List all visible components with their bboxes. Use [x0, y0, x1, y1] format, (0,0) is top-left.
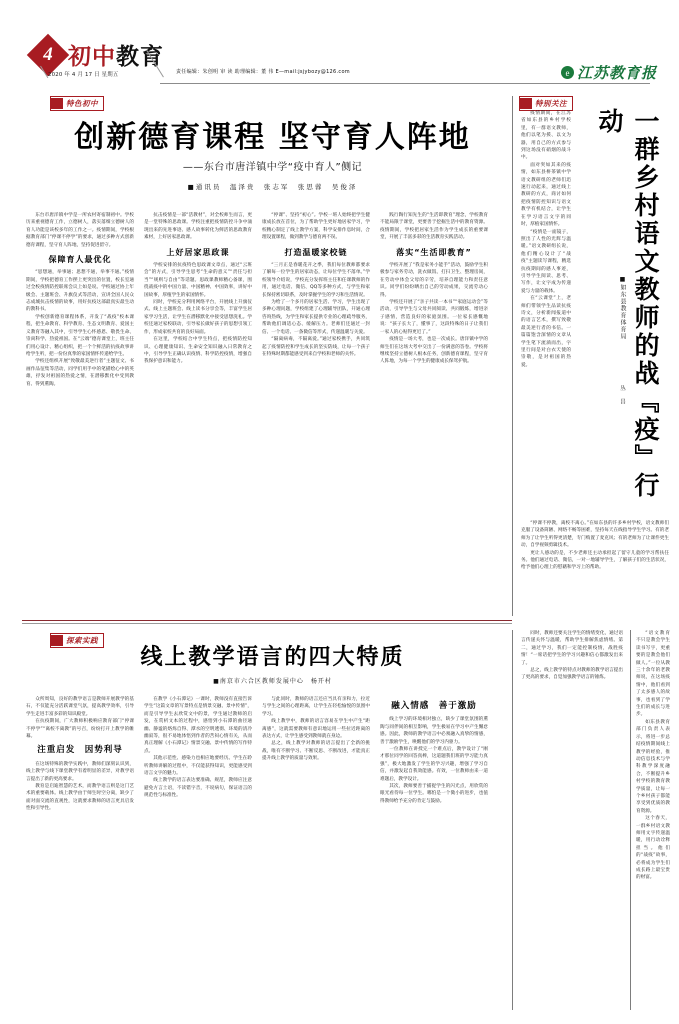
right-article-byline: ■如东县教育体育局 — [619, 276, 626, 340]
tag-label: 探索实践 — [66, 636, 98, 645]
horizontal-divider-mid — [22, 620, 512, 621]
tag-featured-middle-school — [50, 96, 104, 111]
main-subheadline: ——东台市唐洋镇中学“疫中育人”侧记 — [182, 162, 363, 173]
paragraph: 在教学《小石潭记》一课时，教师没有直接告诉学生“这篇文章的写景特点是情景交融、景中传情”，而是引导学生去欣赏文中的景，学生通过教师的启发，在赏析文本的过程中，感悟到小石潭的曲径通幽、静谧的烙烁自得、潭水的空明透彻、环境的清冷幽寂等，很不易地体悟到作者的苦闷心情有关，从而真正理解《小石潭记》情景交融、景中传情的写作特点。 — [144, 697, 252, 754]
paragraph: 学校创新德育课程体系，开发了“战疫”校本课程，把生命教育、科学教育、生态文明教育、爱国主义教育等融入其中，引导学生心怀感恩、敬畏生命、崇尚科学、热爱祖国。在“云端”德育课堂上，班主任们用心设计、精心组织，把一个个鲜活的抗疫故事讲给学生听，把一份份真挚的家国情怀传递给学生。 — [26, 314, 134, 357]
bottom-headline: 线上教学语言的四大特质 — [140, 644, 405, 670]
paragraph: 在这里，学校结合中学生特点，把疫情防控知识、心理健康知识、生命安全知识融入日常教育之中，引导学生正确认识疫情、科学防控疫情，增强自我保护意识和能力。 — [144, 337, 252, 365]
brand-logo-icon: e — [561, 66, 574, 79]
right-article-vertical-headline: 一群乡村语文教师的战『疫』行动 — [595, 108, 660, 500]
paragraph: 学校安排的抗疫特色思政课文章点，通过“云班会”的方式，引导学生思考“生命的意义”“责任与担当”“规则与自由”等话题。思政课教师精心备课，围绕战疫中的中国力量、中国精神、中国效率，讲好中国故事，厚植学生的家国情怀。 — [144, 263, 252, 298]
tag-square-icon — [51, 98, 63, 109]
paragraph: 同时，教师还要关注学生的情绪变化，通过语言传递关怀与温暖，帮助学生排解焦虑情绪。第二，通过学习，我们一定能控制疫情，战胜疫情！“一席话把学生的学习兴趣和信心都激发出来了。 — [521, 631, 623, 666]
horizontal-divider-mid-2 — [22, 623, 512, 624]
section-heading: 保障育人最优化 — [48, 255, 112, 265]
paragraph: 学校开展了“我是家务小能手”活动，鼓励学生积极参与家务劳动，洗衣做饭、打扫卫生、整理房间，在劳动中体会父母的辛劳，培养自理能力和责任意识。同学们纷纷晒出自己的劳动成果，交流劳动心得。 — [380, 263, 488, 298]
paragraph: 线上教学的语言表达要准确、规范，教师应注意避免方言土语，不读错字音，不说病句，保证语言的规范性与标准性。 — [144, 778, 252, 799]
paragraph: 与此同时，教师的语言还应当具有亲和力，拉近与学生之间的心理距离，让学生在轻松愉悦的氛围中学习。 — [262, 697, 370, 717]
paragraph: “思想通，举事通；思想不通，举事不通。”疫情期间，学校把德育工作摆上更突出的位置，校长室通过全校疫情防控联席会议上如是说。学校通过协上年级会、主题班会、升旗仪式等活动，宣讲全国人民众志成城抗击疫情的故事，用好抗疫这部最真实最生动的教科书。 — [26, 270, 134, 313]
paragraph: 疫情是一场大考，也是一次成长。唐洋镇中学的师生们在这场大考中交出了一份满意的答卷。学校将继续坚持立德树人根本任务，创新德育课程，坚守育人阵地，为每一个学生的健康成长保驾护航。 — [380, 337, 488, 365]
paragraph: 疫情期间，在江苏省如东县的乡村学校里，有一群语文教师，他们以笔为援、以文为器，用自己的方式参与到这场没有硝烟的战斗中。 — [521, 111, 571, 161]
paragraph: 教育是启迪智慧的艺术，而教学语言则是这门艺术的重要载体。线上教学由于师生时空分离，缺少了面对面交流的直观性，这就要求教师的语言更具启发性和引导性。 — [26, 784, 134, 812]
bottom-byline: ■南京市六合区教师发展中心 杨开村 — [213, 678, 332, 685]
paragraph: 其他示范性、感染力也相应地要经历。学生在聆听教师讲解的过程中，不仅能获得知识，更能感受到语言文字的魅力。 — [144, 756, 252, 777]
paragraph: “停课”、坚持“初心”。学校一班人始终把学生健康成长放在首位，为了帮助学生更好地居家学习，学校精心制定了线上教学方案，科学安排作息时间，合理设置课程，做到教学与德育两不误。 — [262, 213, 370, 241]
paragraph: “停课不停教，离校不离心。”在如东县的许多乡村学校，语文教师们克服了设备简陋、网络不畅等困难，坚持每天在线指导学生学习。有的老师为了让学生听得更清楚，专门购置了麦克风；有的老师为了让课件更生动，自学视频剪辑技术。 — [521, 521, 669, 549]
main-headline: 创新德育课程 坚守育人阵地 — [74, 120, 471, 155]
paragraph: 其次，教师要善于捕捉学生的闪光点，用欣赏的眼光看待每一位学生。哪怕是一个微小的进步，也值得教师给予充分的肯定与鼓励。 — [380, 784, 488, 804]
masthead-rule — [160, 83, 650, 84]
vertical-divider-right — [512, 96, 513, 616]
brand-name: 江苏教育报 — [576, 64, 657, 82]
section-heading: 融入情感 善于激励 — [391, 701, 477, 711]
paragraph: “语文教育不只是教会学生读书写字，更重要的是教会他们做人。”一位从教三十余年的老教师说，在这场疫情中，他们看到了太多感人的故事，也看到了学生们的成长与进步。 — [636, 631, 670, 718]
bottom-column-5 — [521, 630, 623, 1010]
paragraph: 这个春天，一群乡村语文教师用文字传递温暖，用行动诠释担当。他们的“战疫”故事，必将成为学生们成长路上最宝贵的财富。 — [636, 816, 670, 881]
masthead — [0, 36, 679, 92]
paragraph: “三月正是春暖花开之季，我们每位教师都要求了解每一位学生的居家动态，让每位学生不落单。”学校领导介绍说，学校充分发挥班主任和任课教师的作用，通过电话、微信、QQ等多种方式，与学生和家长保持密切联系，及时掌握学生的学习和生活情况。 — [262, 263, 370, 298]
right-article-author: 丛 昌 — [619, 385, 625, 405]
section-heading: 上好居家思政课 — [166, 247, 230, 257]
paragraph: 面对突如其来的疫情，如东县栟茶镇中学语文教研组的老师们迅速行动起来，通过线上教研的方式，商讨如何把疫情防控知识与语文教学有机结合，让学生在学习语言文字的同时，厚植家国情怀。 — [521, 162, 571, 228]
main-column-1 — [26, 212, 134, 612]
vertical-divider-right-lower — [512, 630, 513, 1010]
paragraph: 总之，线上教学对教师的语言提出了全新的挑战，唯有不断学习、不断反思、不断改进，才能真正提升线上教学的质量与效果。 — [262, 741, 370, 762]
paragraph: 在抗疫期间，广大教师积极响应教育部门“停课不停学”“离校不离教”的号召，纷纷打开上教学的帷幕。 — [26, 719, 134, 740]
right-column-2 — [521, 520, 669, 616]
main-column-3 — [262, 212, 370, 612]
paragraph: 线上教学中，教师的语言容易在学生中产生“距离感”，这就需要教师有意识地运用一些拉近距离的表达方式，让学生感受到教师就在身边。 — [262, 719, 370, 740]
section-heading: 落实“生活即教育” — [396, 247, 472, 257]
paragraph: 在“云课堂”上，老师们带领学生品读抗疫诗文，分析新闻报道中的语言艺术，撰写致敬最美逆行者的书信。一篇篇饱含深情的文章从学生笔下流淌而出，字里行间是对白衣天使的崇敬，是对祖国的热爱。 — [521, 296, 571, 368]
paragraph: 为给了一个多月的居家生活、学习，学生出现了多种心理问题，学校组建了心理辅导团队，开通心理咨询热线，为学生和家长提供专业的心理疏导服务，帮助他们调适心态、缓解压力。老师们还通过一封信、一个电话、一条微信等形式，传递温暖与关爱。 — [262, 300, 370, 335]
main-byline: ■通讯员 温泽贵 张志军 张思蓉 吴俊泽 — [187, 183, 358, 191]
page-number: 4 — [43, 44, 53, 65]
section-heading: 注重启发 因势利导 — [37, 745, 123, 756]
main-column-2 — [144, 212, 252, 612]
paragraph: 学校还组织开展“致敬最美逆行者”主题征文、书画作品征集等活动，同学们用手中的笔描绘心中的英雄，抒发对祖国的热爱之情，在潜移默化中受到教育、得到熏陶。 — [26, 359, 134, 387]
section-title-part1: 初中 — [68, 44, 116, 70]
bottom-column-4 — [380, 696, 488, 1014]
tag-label: 特色初中 — [66, 99, 98, 108]
bottom-column-3 — [262, 696, 370, 1014]
paragraph: 一位教师在讲授完一个难点后，教学设计了“刚才那位同学的回答真棒，这道题我们班的学习能力真强”，极大地激发了学生的学习兴趣，增强了学习自信，并激发起自我效能感。有效，一位教师由来一道难题后，教学设计。 — [380, 747, 488, 782]
paragraph: 众所周知，良好的教学语言是教师开展教学的基石，不仅能充分活跃课堂气氛，提高教学效率，引导学生走进丰富多彩的知识殿堂。 — [26, 697, 134, 717]
right-column-3 — [636, 630, 670, 1010]
tag-special-focus — [519, 96, 573, 111]
publication-date: 2020 年 4 月 17 日 星期五 — [48, 72, 119, 78]
bottom-column-1 — [26, 696, 134, 1014]
paragraph: 抗击疫情是一部“活教材”，对全校师生而言，更是一堂特殊的思政课。学校注重把疫情防控斗争中涌现出来的先进事迹、感人故事转化为鲜活的思政教育素材，上好居家思政课。 — [144, 213, 252, 241]
paragraph: 学校还开展了“亲子共读一本书”“家庭运动会”等活动，引导学生与父母共同阅读、共同锻炼，增进亲子感情，营造良好的家庭氛围。一位家长感慨地说：“孩子长大了，懂事了，这段特殊的日子让我们一家人的心贴得更近了。” — [380, 300, 488, 335]
paragraph: 东台市唐洋镇中学是一所农村寄宿制初中。学校历来重视德育工作，立德树人，落实落细立德树人的育人功能是该校多年的工作之一。疫情期间，学校根据教育部门“停课不停学”的要求，通过多种方式创新德育课程，坚守育人阵地，坚持促进留守。 — [26, 213, 134, 248]
paragraph: “疫情是一面镜子，照出了人性的光辉与温暖。”语文教研组长说，他们精心设计了“战疫”主题读写课程，精选抗疫期间的感人事迹，引导学生阅读、思考、写作，让文字成为传递爱与力量的载体。 — [521, 229, 571, 294]
section-heading: 打造温暖家校链 — [284, 247, 348, 257]
tag-square-icon — [520, 98, 532, 109]
paragraph: 线上学习的环境相对独立，缺少了课堂氛围的熏陶与同伴间的相互影响，学生极易在学习中产生懈怠感。因此，教师的教学语言中必须融入真挚的情感，善于激励学生，唤醒他们的学习内驱力。 — [380, 717, 488, 745]
paragraph: 如东县教育部门负责人表示，将进一步总结疫情期间线上教学的经验，推动信息技术与学科教学深度融合，不断提升乡村学校的教育教学质量，让每一个乡村孩子都能享受到优质的教育资源。 — [636, 719, 670, 814]
bottom-column-2 — [144, 696, 252, 1014]
main-column-4 — [380, 212, 488, 612]
tag-label: 特别关注 — [535, 99, 567, 108]
paragraph: 更让人感动的是，不少老师还主动承担起了留守儿童的学习帮扶任务。他们通过电话、微信，一对一地辅导学生，了解孩子们的生活状况，给予他们心理上的慰藉和学习上的帮助。 — [521, 550, 669, 571]
section-title-part2: 教育 — [116, 44, 164, 70]
paragraph: 践行陶行知先生的“生活即教育”理念，学校教育不能局限于课堂，更要善于挖掘生活中的教育资源。疫情期间，学校把居家生活作为学生成长的重要课堂，开展了丰富多彩的生活教育实践活动。 — [380, 213, 488, 241]
paragraph: 同时，学校充分利用网络平台，开展线上升旗仪式、线上主题班会、线上读书分享会等，丰富学生居家学习生活，让学生在潜移默化中接受思想洗礼。学校还通过家校联动，引导家长做好孩子的思想引领工作，形成家校共育的良好局面。 — [144, 300, 252, 335]
paragraph: 总之，线上教学的特点对教师的教学语言提出了更高的要求，自觉加强教学语言的锤炼。 — [521, 668, 623, 681]
editorial-staff-line: 责任编辑：朱创明 审 读 助理编辑：董 伟 E—mail:jsjybozy@126.com — [176, 69, 350, 75]
vertical-divider-far-right-lower — [630, 630, 631, 1010]
brand-block — [561, 62, 657, 83]
paragraph: 在这场特殊的教学实践中，教师们深刻认识到，线上教学与线下课堂教学有着明显的差异，对教学语言提出了新的更高要求。 — [26, 761, 134, 782]
paragraph: “隔离病毒，不隔离爱。”通过家校携手，共同筑起了疫情防控和学生成长的坚实防线，让每一个孩子在特殊时期都能感受到来自学校和老师的关怀。 — [262, 337, 370, 357]
